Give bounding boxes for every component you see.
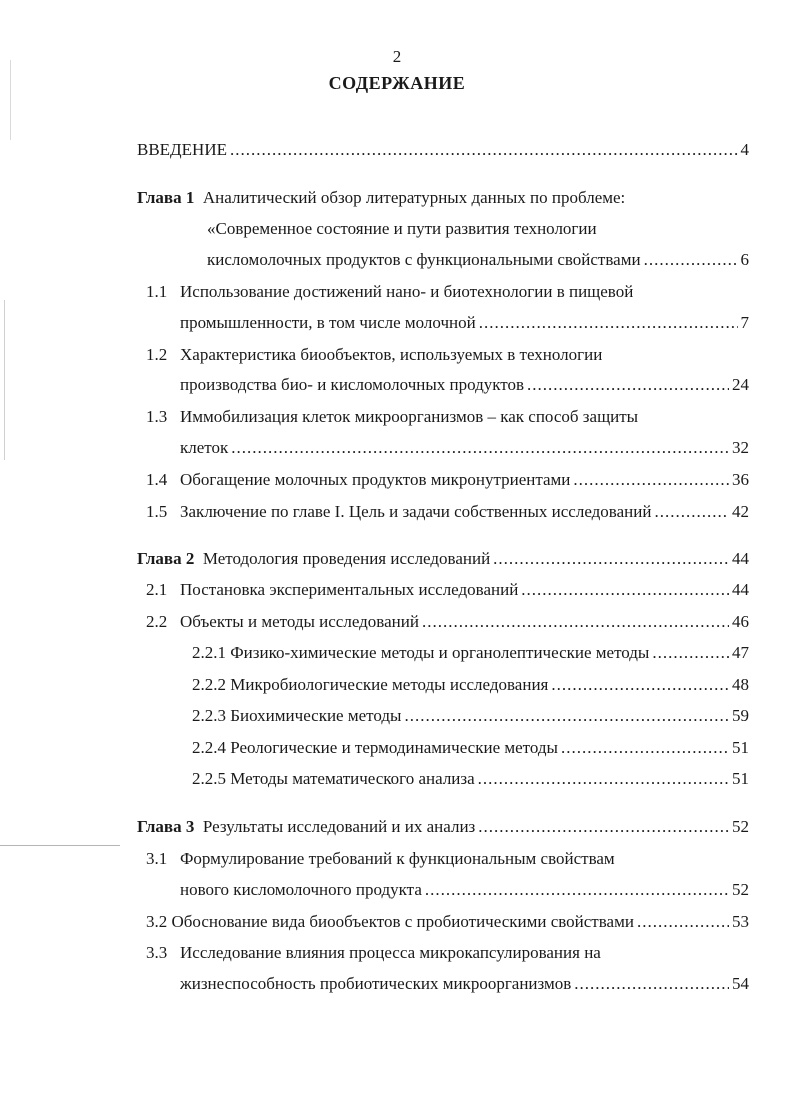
toc-chapter-1-line3: кисломолочных продуктов с функциональными свойствами ..... 6 (207, 249, 749, 271)
page-ref: 53 (732, 912, 749, 931)
toc-section-2-2: 2.2 Объекты и методы исследований ..... 46 (146, 611, 749, 633)
toc-section-1-2-line2: производства био- и кисломолочных продуктов ..... 24 (180, 374, 749, 396)
scan-artifact-line (0, 845, 120, 846)
page-ref: 59 (732, 706, 749, 725)
leader-dots (478, 768, 729, 790)
toc-section-1-3-line2: клеток ..... 32 (180, 437, 749, 459)
page-ref: 32 (732, 438, 749, 457)
chapter-label: Глава 2 (137, 549, 195, 568)
page-ref: 51 (732, 769, 749, 788)
leader-dots (573, 469, 729, 491)
leader-dots (521, 579, 729, 601)
toc-section-3-3-line1: 3.3 Исследование влияния процесса микрокапсулирования на (146, 943, 601, 962)
leader-dots (230, 139, 738, 161)
page-ref: 24 (732, 375, 749, 394)
chapter-label: Глава 1 (137, 188, 195, 207)
leader-dots (231, 437, 729, 459)
page-title: СОДЕРЖАНИЕ (328, 73, 466, 93)
toc-section-1-3-line1: 1.3 Иммобилизация клеток микроорганизмов – как способ защиты (146, 407, 639, 426)
page-ref: 44 (732, 580, 749, 599)
toc-subsection-2-2-1: 2.2.1 Физико-химические методы и органолептические методы ..... 47 (192, 642, 749, 664)
toc-chapter-3: Глава 3 Результаты исследований и их анализ ..... 52 (137, 816, 749, 838)
toc-subsection-2-2-2: 2.2.2 Микробиологические методы исследования ..... 48 (192, 674, 749, 696)
leader-dots (561, 737, 729, 759)
leader-dots (551, 674, 729, 696)
toc-subsection-2-2-5: 2.2.5 Методы математического анализа ..... 51 (192, 768, 749, 790)
page-ref: 52 (732, 817, 749, 836)
page-ref: 36 (732, 470, 749, 489)
scan-artifact-edge (4, 300, 5, 460)
page-ref: 46 (732, 612, 749, 631)
leader-dots (493, 548, 729, 570)
toc-section-3-1-line1: 3.1 Формулирование требований к функциональным свойствам (146, 849, 615, 868)
page-ref: 6 (740, 250, 749, 269)
toc-chapter-1-line1: Глава 1 Аналитический обзор литературных данных по проблеме: (137, 188, 626, 207)
leader-dots (652, 642, 729, 664)
leader-dots (527, 374, 729, 396)
toc-section-3-2: 3.2 Обоснование вида биообъектов с пробиотическими свойствами ..... 53 (146, 911, 749, 933)
toc-subsection-2-2-3: 2.2.3 Биохимические методы ..... 59 (192, 705, 749, 727)
toc-section-3-3-line2: жизнеспособность пробиотических микроорганизмов ..... 54 (180, 973, 749, 995)
toc-section-3-1-line2: нового кисломолочного продукта ..... 52 (180, 879, 749, 901)
page-ref: 7 (740, 313, 749, 332)
leader-dots (654, 501, 729, 523)
toc-entry-intro: ВВЕДЕНИЕ ..... 4 (137, 139, 749, 161)
page-number: 2 (392, 47, 402, 66)
toc-section-2-1: 2.1 Постановка экспериментальных исследований ..... 44 (146, 579, 749, 601)
leader-dots (425, 879, 729, 901)
leader-dots (479, 312, 738, 334)
leader-dots (478, 816, 729, 838)
toc-subsection-2-2-4: 2.2.4 Реологические и термодинамические методы ..... 51 (192, 737, 749, 759)
leader-dots (404, 705, 729, 727)
page-ref: 48 (732, 675, 749, 694)
chapter-label: Глава 3 (137, 817, 195, 836)
toc-section-1-2-line1: 1.2 Характеристика биообъектов, используемых в технологии (146, 345, 603, 364)
page-ref: 44 (732, 549, 749, 568)
page-ref: 52 (732, 880, 749, 899)
page-ref: 54 (732, 974, 749, 993)
leader-dots (644, 249, 738, 271)
toc-section-1-1-line2: промышленности, в том числе молочной ..... 7 (180, 312, 749, 334)
leader-dots (574, 973, 729, 995)
toc-chapter-1-line2: «Современное состояние и пути развития технологии (207, 219, 597, 238)
page-ref: 42 (732, 502, 749, 521)
toc-section-1-5: 1.5 Заключение по главе I. Цель и задачи собственных исследований ..... 42 (146, 501, 749, 523)
scan-artifact-edge (10, 60, 11, 140)
page-ref: 4 (740, 140, 749, 159)
toc-chapter-2: Глава 2 Методология проведения исследований ..... 44 (137, 548, 749, 570)
page-ref: 47 (732, 643, 749, 662)
toc-section-1-4: 1.4 Обогащение молочных продуктов микронутриентами ..... 36 (146, 469, 749, 491)
toc-section-1-1-line1: 1.1 Использование достижений нано- и биотехнологии в пищевой (146, 282, 634, 301)
page-ref: 51 (732, 738, 749, 757)
leader-dots (637, 911, 729, 933)
leader-dots (422, 611, 729, 633)
